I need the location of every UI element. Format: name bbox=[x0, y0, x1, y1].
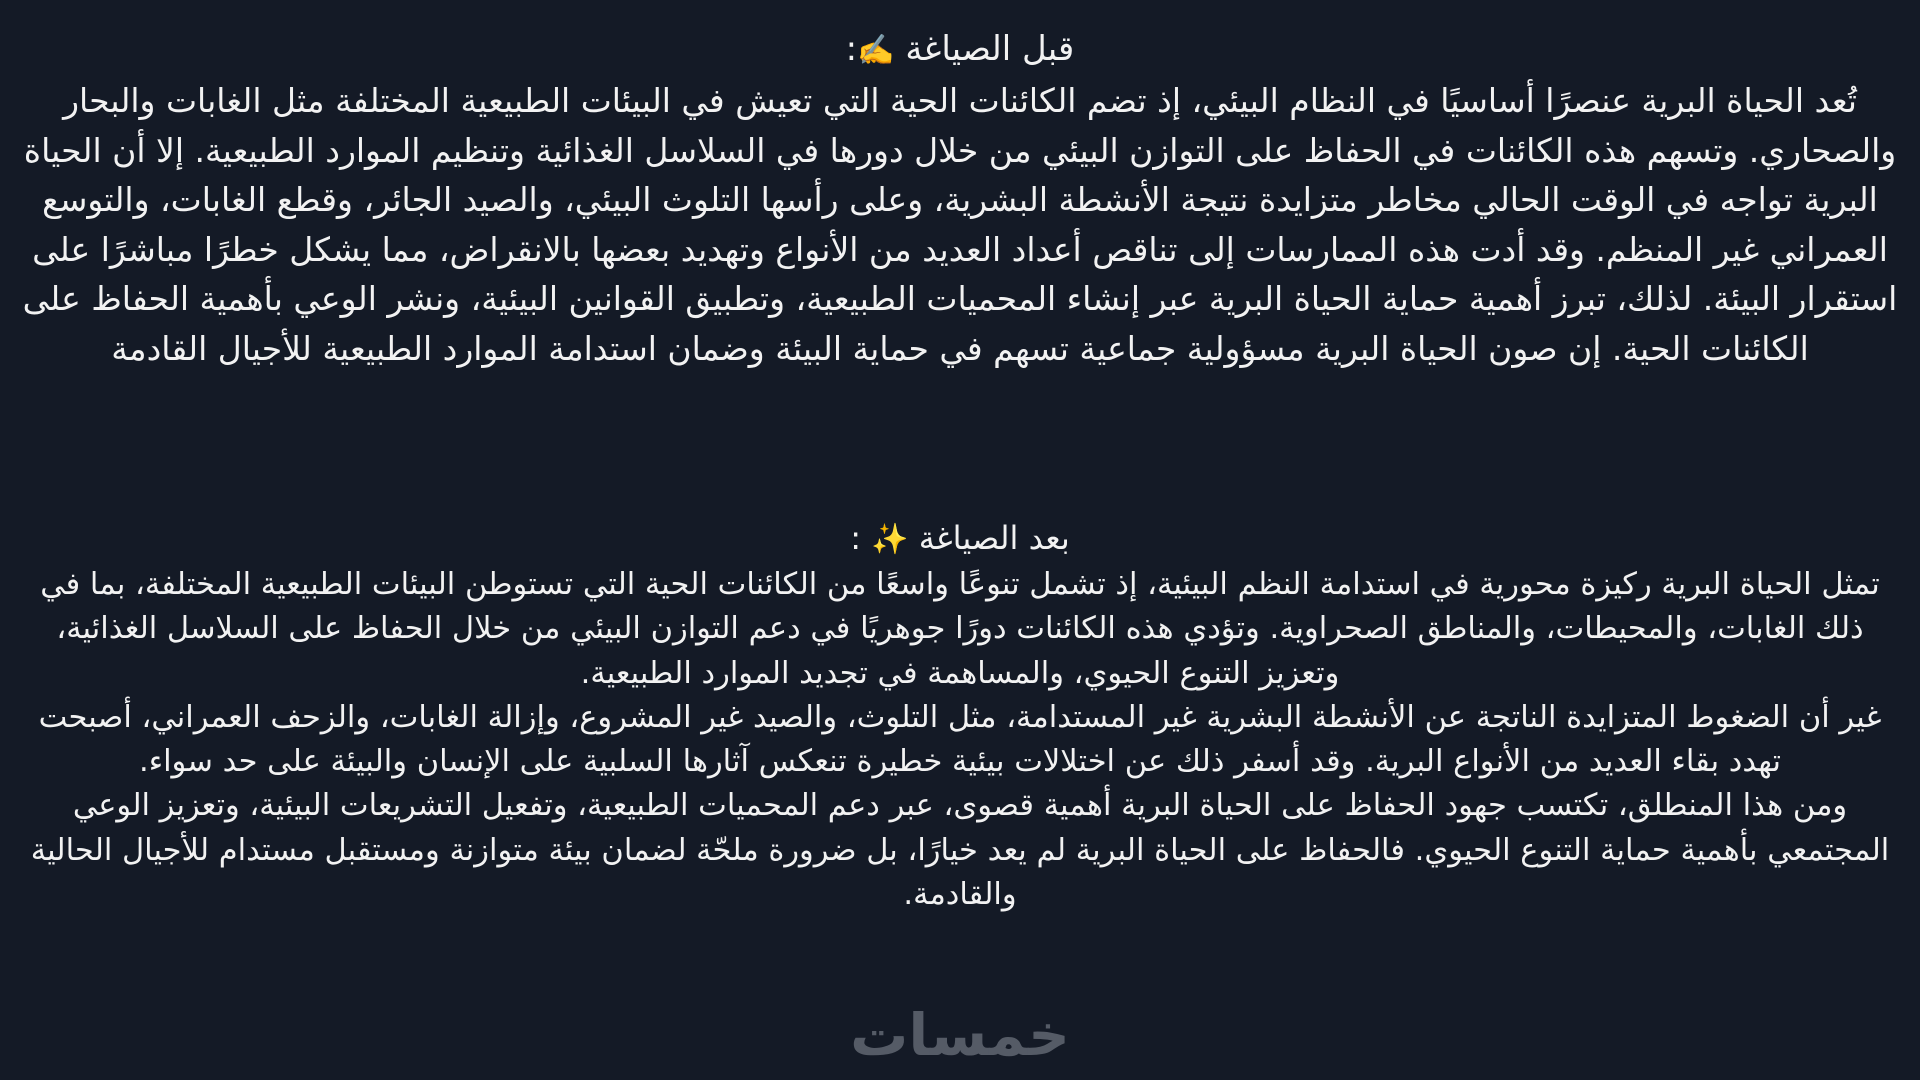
before-heading-text: قبل الصياغة bbox=[905, 29, 1075, 69]
before-paragraph: تُعد الحياة البرية عنصرًا أساسيًا في النظام البيئي، إذ تضم الكائنات الحية التي تعيش في البيئات الطبيعية المختلفة مثل الغابات والبحار والصحاري. وتسهم هذه الكائنات في الحفاظ على التوازن البيئي من خلال دورها في السلاسل الغذائية وتنظيم الموارد الطبيعية. إلا أن الحياة البرية تواجه في الوقت الحالي مخاطر متزايدة نتيجة الأنشطة البشرية، وعلى رأسها التلوث البيئي، والصيد الجائر، وقطع الغابات، والتوسع العمراني غير المنظم. وقد أدت هذه الممارسات إلى تناقص أعداد العديد من الأنواع وتهديد بعضها بالانقراض، مما يشكل خطرًا مباشرًا على استقرار البيئة. لذلك، تبرز أهمية حماية الحياة البرية عبر إنشاء المحميات الطبيعية، وتطبيق القوانين البيئية، ونشر الوعي بأهمية الحفاظ على الكائنات الحية. إن صون الحياة البرية مسؤولية جماعية تسهم في حماية البيئة وضمان استدامة الموارد الطبيعية للأجيال القادمة bbox=[22, 81, 1898, 368]
after-paragraph-1: تمثل الحياة البرية ركيزة محورية في استدامة النظم البيئية، إذ تشمل تنوعًا واسعًا من الكائنات الحية التي تستوطن البيئات الطبيعية المختلفة، بما في ذلك الغابات، والمحيطات، والمناطق الصحراوية. وتؤدي هذه الكائنات دورًا جوهريًا في دعم التوازن البيئي من خلال الحفاظ على السلاسل الغذائية، وتعزيز التنوع الحيوي، والمساهمة في تجديد الموارد الطبيعية. bbox=[40, 567, 1880, 691]
after-heading-suffix: : bbox=[850, 519, 872, 557]
before-heading-suffix: : bbox=[845, 29, 858, 69]
before-section bbox=[20, 24, 1900, 373]
after-section bbox=[20, 515, 1900, 917]
before-heading bbox=[20, 24, 1900, 76]
after-paragraph-2: غير أن الضغوط المتزايدة الناتجة عن الأنشطة البشرية غير المستدامة، مثل التلوث، والصيد غير المشروع، وإزالة الغابات، والزحف العمراني، أصبحت تهدد بقاء العديد من الأنواع البرية. وقد أسفر ذلك عن اختلالات بيئية خطيرة تنعكس آثارها السلبية على الإنسان والبيئة على حد سواء. bbox=[38, 699, 1882, 780]
after-heading-text: بعد الصياغة bbox=[918, 519, 1070, 557]
khamsat-logo: خمسات bbox=[850, 1001, 1070, 1069]
writing-hand-icon: ✍️ bbox=[857, 33, 895, 68]
after-paragraph-3: ومن هذا المنطلق، تكتسب جهود الحفاظ على الحياة البرية أهمية قصوى، عبر دعم المحميات الطبيعية، وتفعيل التشريعات البيئية، وتعزيز الوعي المجتمعي بأهمية حماية التنوع الحيوي. فالحفاظ على الحياة البرية لم يعد خيارًا، بل ضرورة ملحّة لضمان بيئة متوازنة ومستقبل مستدام للأجيال الحالية والقادمة. bbox=[30, 788, 1890, 913]
sparkles-icon: ✨ bbox=[871, 522, 909, 557]
after-heading bbox=[20, 515, 1900, 563]
